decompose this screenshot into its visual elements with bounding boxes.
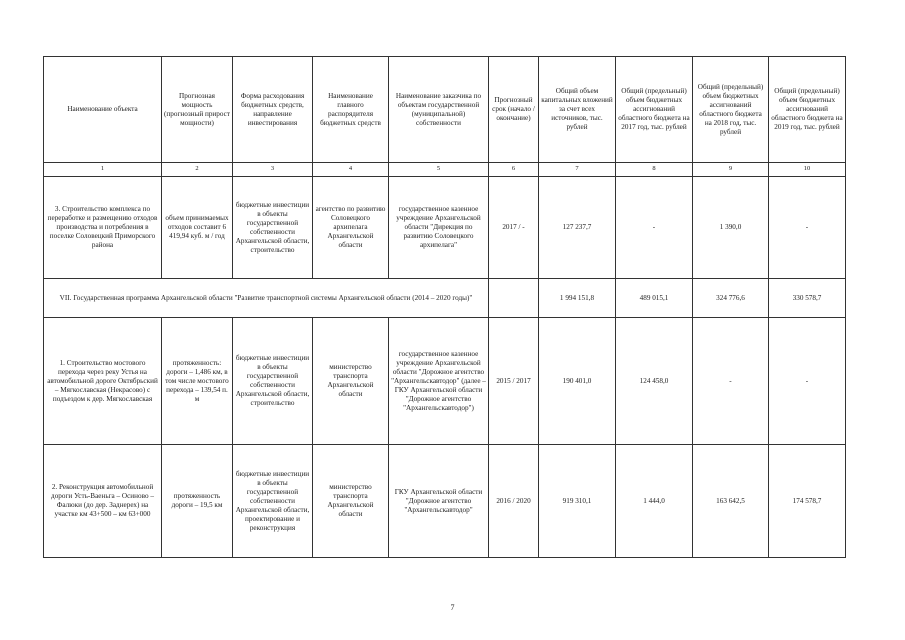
- budget-2017: -: [616, 177, 693, 279]
- budget-2018: -: [693, 318, 769, 445]
- column-number: 9: [693, 163, 769, 177]
- capacity: протяженность: дороги – 1,486 км, в том числе мостового перехода – 139,54 п. м: [162, 318, 233, 445]
- budget-2019: -: [769, 318, 846, 445]
- term: 2016 / 2020: [489, 445, 539, 558]
- page-number: 7: [450, 603, 455, 612]
- customer: государственное казенное учреждение Архангельской области "Дорожное агентство "Архангельскавтодор" (далее – ГКУ Архангельской области "Дорожное агентство "Архангельскавтодор"): [389, 318, 489, 445]
- budget-2018: 163 642,5: [693, 445, 769, 558]
- budget-manager: министерство транспорта Архангельской области: [313, 318, 389, 445]
- expenditure-form: бюджетные инвестиции в объекты государственной собственности Архангельской области, проектирование и реконструкция: [233, 445, 313, 558]
- column-number: 8: [616, 163, 693, 177]
- empty-cell: [489, 279, 539, 318]
- column-number: 6: [489, 163, 539, 177]
- term: 2015 / 2017: [489, 318, 539, 445]
- header-cell: Общий (предельный) объем бюджетных ассигнований областного бюджета на 2017 год, тыс. рублей: [616, 57, 693, 163]
- header-row: [44, 57, 846, 163]
- customer: ГКУ Архангельской области "Дорожное агентство "Архангельскавтодор": [389, 445, 489, 558]
- column-number: 5: [389, 163, 489, 177]
- total-investment: 190 401,0: [539, 318, 616, 445]
- table-row: [44, 177, 846, 279]
- header-cell: Наименование заказчика по объектам государственной (муниципальной) собственности: [389, 57, 489, 163]
- column-number: 3: [233, 163, 313, 177]
- total-investment: 1 994 151,8: [539, 279, 616, 318]
- column-number: 4: [313, 163, 389, 177]
- header-cell: Общий объем капитальных вложений за счет всех источников, тыс. рублей: [539, 57, 616, 163]
- budget-2017: 1 444,0: [616, 445, 693, 558]
- header-cell: Общий (предельный) объем бюджетных ассигнований областного бюджета на 2019 год, тыс. рублей: [769, 57, 846, 163]
- column-number: 2: [162, 163, 233, 177]
- budget-2019: 330 578,7: [769, 279, 846, 318]
- table-row: [44, 318, 846, 445]
- header-cell: Прогнозная мощность (прогнозный прирост мощности): [162, 57, 233, 163]
- budget-2017: 124 458,0: [616, 318, 693, 445]
- column-number-row: [44, 163, 846, 177]
- capacity: объем принимаемых отходов составит 6 419,94 куб. м / год: [162, 177, 233, 279]
- budget-manager: министерство транспорта Архангельской области: [313, 445, 389, 558]
- document-page: [43, 56, 846, 558]
- budget-manager: агентство по развитию Соловецкого архипелага Архангельской области: [313, 177, 389, 279]
- capacity: протяженность дороги – 19,5 км: [162, 445, 233, 558]
- header-cell: Наименование главного распорядителя бюджетных средств: [313, 57, 389, 163]
- program-title: VII. Государственная программа Архангельской области "Развитие транспортной системы Архангельской области (2014 – 2020 годы)": [44, 279, 489, 318]
- program-row: [44, 279, 846, 318]
- budget-2018: 324 776,6: [693, 279, 769, 318]
- expenditure-form: бюджетные инвестиции в объекты государственной собственности Архангельской области, строительство: [233, 177, 313, 279]
- total-investment: 127 237,7: [539, 177, 616, 279]
- object-name: 2. Реконструкция автомобильной дороги Усть-Ваеньга – Осиново – Фалюки (до дер. Заднерех) на участке км 43+500 – км 63+000: [44, 445, 162, 558]
- header-cell: Прогнозный срок (начало / окончание): [489, 57, 539, 163]
- column-number: 1: [44, 163, 162, 177]
- customer: государственное казенное учреждение Архангельской области "Дирекция по развитию Соловецкого архипелага": [389, 177, 489, 279]
- total-investment: 919 310,1: [539, 445, 616, 558]
- table-row: [44, 445, 846, 558]
- budget-2018: 1 390,0: [693, 177, 769, 279]
- header-cell: Форма расходования бюджетных средств, направление инвестирования: [233, 57, 313, 163]
- object-name: 3. Строительство комплекса по переработке и размещению отходов производства и потребления в поселке Соловецкий Приморского района: [44, 177, 162, 279]
- budget-2019: 174 578,7: [769, 445, 846, 558]
- header-cell: Общий (предельный) объем бюджетных ассигнований областного бюджета на 2018 год, тыс. рублей: [693, 57, 769, 163]
- expenditure-form: бюджетные инвестиции в объекты государственной собственности Архангельской области, строительство: [233, 318, 313, 445]
- investment-table: [43, 56, 846, 558]
- header-cell: Наименование объекта: [44, 57, 162, 163]
- term: 2017 / -: [489, 177, 539, 279]
- column-number: 10: [769, 163, 846, 177]
- budget-2019: -: [769, 177, 846, 279]
- column-number: 7: [539, 163, 616, 177]
- budget-2017: 489 015,1: [616, 279, 693, 318]
- object-name: 1. Строительство мостового перехода через реку Устья на автомобильной дороге Октябрьский – Мягкославская (Некрасово) с подъездом к дер. Мягкославская: [44, 318, 162, 445]
